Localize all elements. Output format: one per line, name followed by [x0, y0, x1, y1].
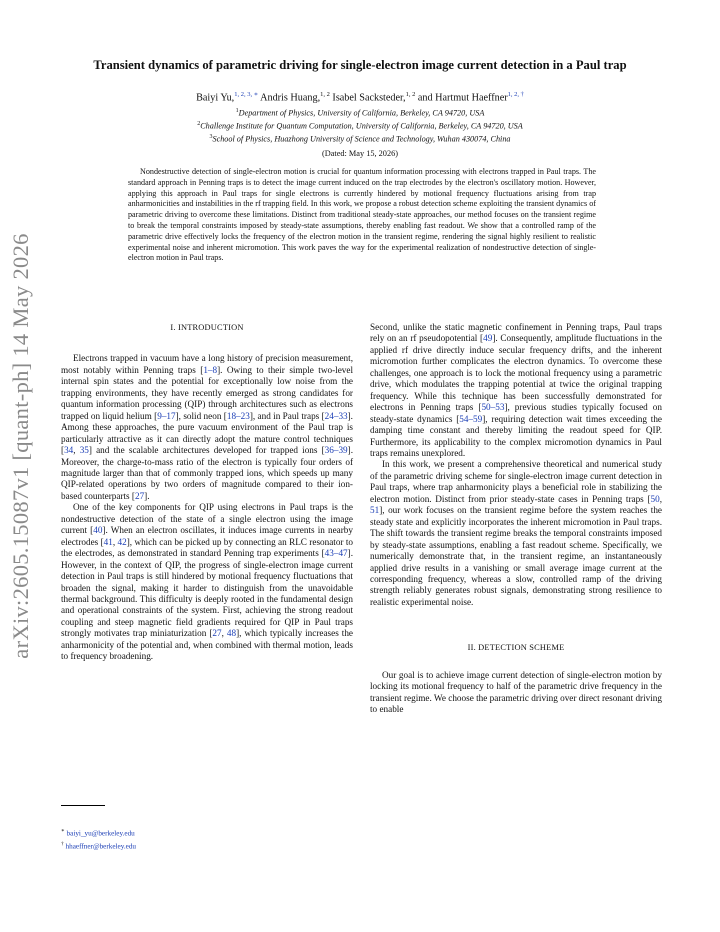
- paragraph-text: ]. Consequently, amplitude fluctuations in the applied rf drive directly induce secular frequency drifts, and the inherent micromotion further complicates the electron dynamics. To overcome these challenges, one approach is to lock the motional frequency using a parametric drive, which modulates the trapping potential at twice the original trapping frequency. While this technique has been successfully demonstrated for electrons in Penning traps [: [370, 333, 662, 413]
- paragraph-text: ,: [73, 445, 80, 456]
- author-name: Andris Huang,: [258, 92, 321, 104]
- paragraph-text: ]. Owing to their simple two-level internal spin states and the potential for exceptionally low noise from the trapping environments, they have recently emerged as strong candidates for quantum information processing (QIP) through architectures such as electrons trapped on liquid helium [: [61, 364, 353, 421]
- author-affiliation-mark[interactable]: 1, 2: [320, 91, 330, 98]
- citation-link[interactable]: 40: [93, 525, 103, 536]
- citation-link[interactable]: 35: [79, 445, 89, 456]
- author-list: [40, 90, 680, 103]
- affiliation-mark: 1: [235, 108, 239, 114]
- citation-link[interactable]: 27: [134, 490, 145, 501]
- footnote-1: [61, 826, 136, 839]
- paragraph-text: Second, unlike the static magnetic confinement in Penning traps, Paul traps rely on an rf pseudopotential [: [370, 322, 662, 344]
- paragraph-text: ].: [144, 490, 150, 501]
- citation-link[interactable]: 50: [650, 493, 660, 504]
- paragraph-text: ], and in Paul traps [: [249, 410, 325, 421]
- footnote-mark: †: [61, 840, 64, 847]
- citation-link[interactable]: 18–23: [226, 410, 250, 421]
- paragraph: [370, 322, 662, 459]
- citation-link[interactable]: 9–17: [157, 410, 176, 421]
- section-heading-detection-scheme: II. DETECTION SCHEME: [467, 643, 565, 653]
- citation-link[interactable]: 1–8: [203, 364, 218, 375]
- paragraph-text: ]. Among these approaches, the pure vacuum environment of the Paul trap is particularly attractive as it can directly adopt the mature control techniques [: [61, 410, 353, 456]
- footnote-mark: ∗: [61, 828, 65, 834]
- right-column: [370, 322, 662, 716]
- affiliation-3: [40, 134, 680, 144]
- paragraph-text: ]. When an electron oscillates, it induces image currents in nearby electrodes [: [61, 525, 353, 547]
- arxiv-identifier: arXiv:2605.15087v1 [quant-ph] 14 May 2026: [8, 233, 33, 659]
- author-affiliation-mark[interactable]: 1, 2, 3, ∗: [234, 91, 259, 98]
- citation-link[interactable]: 51: [370, 505, 380, 516]
- citation-link[interactable]: 36–39: [324, 445, 348, 456]
- footnote-rule: [61, 805, 105, 806]
- paragraph-text: One of the key components for QIP using electrons in Paul traps is the nondestructive detection of the state of a single electron using the image current [: [61, 502, 353, 536]
- citation-link[interactable]: 24–33: [324, 410, 348, 421]
- left-column: [61, 322, 353, 663]
- footnotes: [61, 826, 136, 851]
- affiliation-text: Challenge Institute for Quantum Computation, University of California, Berkeley, CA 94720, USA: [200, 121, 523, 131]
- paragraph-text: ], previous studies typically focused on steady-state dynamics [: [370, 402, 662, 424]
- citation-link[interactable]: 27: [212, 628, 222, 639]
- email-link[interactable]: hhaeffner@berkeley.edu: [65, 841, 137, 850]
- affiliation-text: Department of Physics, University of California, Berkeley, CA 94720, USA: [238, 108, 485, 118]
- citation-link[interactable]: 54–59: [459, 413, 483, 424]
- paragraph: [370, 670, 662, 716]
- citation-link[interactable]: 42: [117, 536, 127, 547]
- author-name: and Hartmut Haeffner: [415, 92, 508, 104]
- date-line: (Dated: May 15, 2026): [321, 149, 399, 158]
- citation-link[interactable]: 50–53: [481, 402, 505, 413]
- citation-link[interactable]: 49: [483, 333, 493, 344]
- paragraph-text: ]. Moreover, the charge-to-mass ratio of the electron is typically four orders of magnitude larger than that of commonly trapped ions, which speeds up many QIP-related operations by two orders of magnitude compared to their ion-based counterparts [: [61, 445, 353, 501]
- section-heading-introduction: I. INTRODUCTION: [170, 323, 244, 332]
- paper-title: Transient dynamics of parametric driving for single-electron image current detection in a Paul trap: [93, 58, 627, 72]
- author-affiliation-mark[interactable]: 1, 2, †: [507, 91, 524, 98]
- affiliation-text: School of Physics, Huazhong University of Science and Technology, Wuhan 430074, China: [212, 134, 511, 144]
- paragraph-text: ,: [112, 536, 118, 547]
- author-affiliation-mark[interactable]: 1, 2: [405, 91, 416, 98]
- citation-link[interactable]: 41: [103, 536, 113, 547]
- citation-link[interactable]: 43–47: [324, 548, 348, 559]
- paragraph: [61, 502, 353, 662]
- citation-link[interactable]: 48: [226, 628, 237, 639]
- arxiv-stamp: [6, 233, 36, 659]
- paragraph-text: ], requiring detection wait times exceeding the damping time constant and thereby limiting the readout speed for QIP. Furthermore, its applicability to the complex micromotion dynamics in Paul traps remains unexplored.: [370, 413, 662, 458]
- paragraph-text: ], which can be picked up by connecting an RLC resonator to the electrodes, as demonstrated in standard Penning trap experiments [: [61, 536, 353, 559]
- paragraph-text: ,: [659, 493, 662, 504]
- paragraph-text: Electrons trapped in vacuum have a long history of precision measurement, most notably within Penning traps [: [61, 353, 353, 375]
- paragraph-text: ]. However, in the context of QIP, the progress of single-electron image current detection in Paul traps is still hindered by motional frequency fluctuations that broaden the signal, making it harder to distinguish from the unavoidable thermal background. This difficulty is deeply rooted in the fundamental design and operational constraints of the system. First, achieving the strong readout coupling and steep magnetic field gradients required for QIP in Paul traps strongly motivates trap miniaturization [: [61, 548, 353, 639]
- paragraph-text: ], our work focuses on the transient regime before the system reaches the steady state and explicitly incorporates the inherent micromotion in Paul traps. The shift towards the transient regime breaks the temporal constraints imposed by steady-state assumptions, enabling a fast readout scheme. Specifically, we numerically demonstrate that, in the transient regime, an instantaneously applied drive results in a vanishing or small average image current at the corresponding frequency, whereas a slow, controlled ramp of the driving strength reliably generates robust signals, demonstrating strong resilience to realistic experimental noise.: [370, 505, 662, 607]
- paragraph: [61, 353, 353, 502]
- paragraph-text: ], solid neon [: [175, 410, 227, 421]
- paragraph-text: ] and the scalable architectures developed for trapped ions [: [88, 445, 325, 456]
- paragraph-text: Our goal is to achieve image current detection of single-electron motion by locking its motional frequency to half of the parametric drive frequency in the transient regime. We choose the parametric driving over direct resonant driving to enable: [370, 669, 662, 715]
- affiliation-2: [40, 121, 680, 131]
- paragraph-text: ,: [221, 628, 227, 639]
- author-name: Isabel Sacksteder,: [329, 92, 406, 104]
- paragraph-text: ], which typically increases the anharmonicity of the potential and, when combined with thermal motion, leads to frequency broadening.: [61, 628, 354, 662]
- affiliation-1: [40, 108, 680, 118]
- abstract: Nondestructive detection of single-electron motion is crucial for quantum information processing with electrons trapped in Paul traps. The standard approach in Penning traps is to detect the image current induced on the trap electrodes by the electron's oscillatory motion. However, applying this approach in Paul traps for single electrons is currently hindered by motional frequency fluctuations arising from trap anharmonicities and instabilities in the rf trapping field. In this work, we propose a robust detection scheme exploiting the transient dynamics of parametric driving to overcome these limitations. Distinct from traditional steady-state approaches, our method focuses on the transient regime to break the temporal constraints imposed by steady-state assumptions, thereby enabling fast readout. We show that a controlled ramp of the parametric drive effectively locks the frequency of the electron motion in the transient regime, rendering the signal highly resilient to realistic experimental noise and inherent micromotion. This work paves the way for the experimental realization of nondestructive detection of single-electron motion in Paul traps.: [128, 167, 596, 263]
- author-name: Baiyi Yu,: [196, 92, 235, 104]
- paragraph-text: In this work, we present a comprehensive theoretical and numerical study of the parametric driving scheme for single-electron image current detection in Paul traps, where trap anharmonicity plays a beneficial role in stabilizing the electron motion. Distinct from prior steady-state cases in Penning traps [: [370, 459, 662, 504]
- affiliation-mark: 3: [209, 134, 213, 140]
- paragraph: [370, 459, 662, 608]
- affiliation-mark: 2: [197, 121, 201, 127]
- email-link[interactable]: baiyi_yu@berkeley.edu: [66, 829, 135, 838]
- footnote-2: [61, 839, 136, 852]
- citation-link[interactable]: 34: [64, 445, 74, 456]
